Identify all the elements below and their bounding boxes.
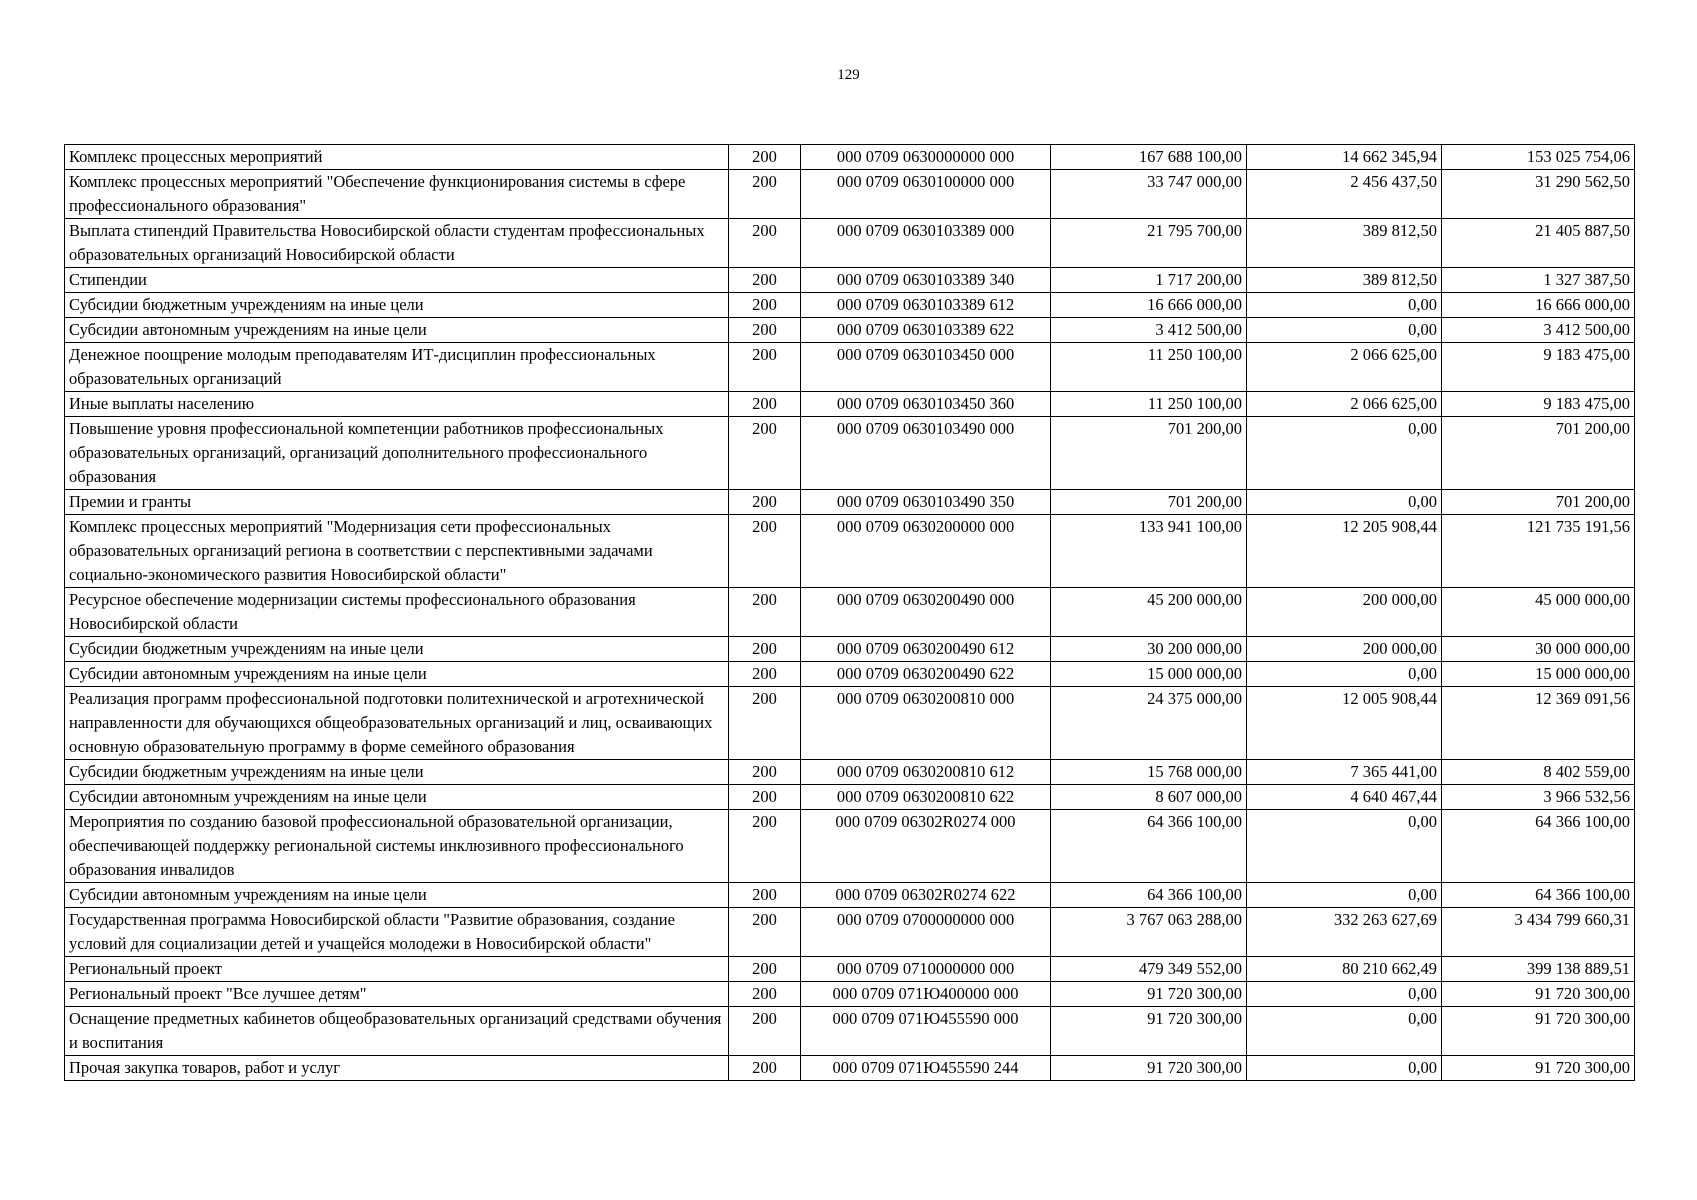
table-row — [65, 490, 1635, 515]
cell-name: Субсидии бюджетным учреждениям на иные цели — [65, 293, 729, 318]
table-row — [65, 417, 1635, 490]
table-row — [65, 810, 1635, 883]
cell-executed: 0,00 — [1247, 883, 1442, 908]
cell-budget-code: 000 0709 0630103450 000 — [801, 343, 1051, 392]
table-row — [65, 293, 1635, 318]
cell-budget-code: 000 0709 0630200810 612 — [801, 760, 1051, 785]
cell-budget-code: 000 0709 0630200490 622 — [801, 662, 1051, 687]
cell-approved: 3 412 500,00 — [1051, 318, 1247, 343]
cell-unexecuted: 91 720 300,00 — [1442, 1007, 1635, 1056]
cell-line-code: 200 — [729, 343, 801, 392]
cell-name: Мероприятия по созданию базовой профессиональной образовательной организации, обеспечивающей поддержку региональной системы инклюзивного профессионального образования инвалидов — [65, 810, 729, 883]
table-row — [65, 662, 1635, 687]
cell-executed: 14 662 345,94 — [1247, 145, 1442, 170]
cell-unexecuted: 91 720 300,00 — [1442, 982, 1635, 1007]
table-row — [65, 908, 1635, 957]
cell-unexecuted: 12 369 091,56 — [1442, 687, 1635, 760]
cell-name: Комплекс процессных мероприятий "Обеспечение функционирования системы в сфере профессионального образования" — [65, 170, 729, 219]
cell-budget-code: 000 0709 0630200000 000 — [801, 515, 1051, 588]
cell-name: Иные выплаты населению — [65, 392, 729, 417]
cell-approved: 701 200,00 — [1051, 417, 1247, 490]
cell-unexecuted: 45 000 000,00 — [1442, 588, 1635, 637]
cell-approved: 16 666 000,00 — [1051, 293, 1247, 318]
cell-line-code: 200 — [729, 145, 801, 170]
cell-unexecuted: 9 183 475,00 — [1442, 392, 1635, 417]
cell-approved: 11 250 100,00 — [1051, 392, 1247, 417]
cell-executed: 0,00 — [1247, 982, 1442, 1007]
table-row — [65, 883, 1635, 908]
table-row — [65, 1056, 1635, 1081]
cell-budget-code: 000 0709 06302R0274 622 — [801, 883, 1051, 908]
cell-executed: 12 205 908,44 — [1247, 515, 1442, 588]
cell-budget-code: 000 0709 0630103490 350 — [801, 490, 1051, 515]
cell-line-code: 200 — [729, 662, 801, 687]
cell-name: Реализация программ профессиональной подготовки политехнической и агротехнической направленности для обучающихся общеобразовательных организаций и лиц, осваивающих основную образовательную программу в форме семейного образования — [65, 687, 729, 760]
cell-executed: 0,00 — [1247, 417, 1442, 490]
table-row — [65, 760, 1635, 785]
cell-line-code: 200 — [729, 588, 801, 637]
cell-executed: 2 066 625,00 — [1247, 343, 1442, 392]
cell-executed: 389 812,50 — [1247, 268, 1442, 293]
cell-name: Оснащение предметных кабинетов общеобразовательных организаций средствами обучения и воспитания — [65, 1007, 729, 1056]
cell-unexecuted: 30 000 000,00 — [1442, 637, 1635, 662]
cell-name: Субсидии автономным учреждениям на иные цели — [65, 662, 729, 687]
table-row — [65, 145, 1635, 170]
cell-approved: 479 349 552,00 — [1051, 957, 1247, 982]
cell-line-code: 200 — [729, 908, 801, 957]
table-row — [65, 219, 1635, 268]
cell-budget-code: 000 0709 06302R0274 000 — [801, 810, 1051, 883]
cell-unexecuted: 701 200,00 — [1442, 490, 1635, 515]
table-row — [65, 687, 1635, 760]
table-row — [65, 343, 1635, 392]
cell-unexecuted: 15 000 000,00 — [1442, 662, 1635, 687]
page-number: 129 — [837, 67, 860, 83]
cell-budget-code: 000 0709 071Ю455590 000 — [801, 1007, 1051, 1056]
cell-budget-code: 000 0709 0630200810 000 — [801, 687, 1051, 760]
cell-budget-code: 000 0709 0630103389 612 — [801, 293, 1051, 318]
cell-name: Субсидии бюджетным учреждениям на иные цели — [65, 637, 729, 662]
cell-budget-code: 000 0709 0630103389 000 — [801, 219, 1051, 268]
cell-executed: 0,00 — [1247, 293, 1442, 318]
budget-table — [64, 144, 1635, 1081]
table-row — [65, 1007, 1635, 1056]
cell-line-code: 200 — [729, 318, 801, 343]
cell-executed: 2 066 625,00 — [1247, 392, 1442, 417]
cell-name: Комплекс процессных мероприятий "Модернизация сети профессиональных образовательных организаций региона в соответствии с перспективными задачами социально-экономического развития Новосибирской области" — [65, 515, 729, 588]
cell-approved: 91 720 300,00 — [1051, 1007, 1247, 1056]
cell-line-code: 200 — [729, 219, 801, 268]
cell-unexecuted: 3 966 532,56 — [1442, 785, 1635, 810]
cell-budget-code: 000 0709 0630103450 360 — [801, 392, 1051, 417]
table-row — [65, 170, 1635, 219]
cell-approved: 64 366 100,00 — [1051, 883, 1247, 908]
cell-unexecuted: 8 402 559,00 — [1442, 760, 1635, 785]
cell-unexecuted: 3 434 799 660,31 — [1442, 908, 1635, 957]
table-row — [65, 785, 1635, 810]
cell-unexecuted: 16 666 000,00 — [1442, 293, 1635, 318]
cell-executed: 0,00 — [1247, 318, 1442, 343]
cell-approved: 3 767 063 288,00 — [1051, 908, 1247, 957]
cell-executed: 200 000,00 — [1247, 637, 1442, 662]
cell-approved: 133 941 100,00 — [1051, 515, 1247, 588]
cell-line-code: 200 — [729, 417, 801, 490]
cell-name: Государственная программа Новосибирской области "Развитие образования, создание условий для социализации детей и учащейся молодежи в Новосибирской области" — [65, 908, 729, 957]
cell-approved: 167 688 100,00 — [1051, 145, 1247, 170]
cell-approved: 64 366 100,00 — [1051, 810, 1247, 883]
cell-line-code: 200 — [729, 982, 801, 1007]
table-body — [65, 145, 1635, 1081]
table-row — [65, 268, 1635, 293]
cell-unexecuted: 153 025 754,06 — [1442, 145, 1635, 170]
cell-line-code: 200 — [729, 957, 801, 982]
table-row — [65, 982, 1635, 1007]
cell-executed: 0,00 — [1247, 490, 1442, 515]
cell-unexecuted: 121 735 191,56 — [1442, 515, 1635, 588]
cell-budget-code: 000 0709 0630200810 622 — [801, 785, 1051, 810]
cell-budget-code: 000 0709 071Ю455590 244 — [801, 1056, 1051, 1081]
cell-line-code: 200 — [729, 293, 801, 318]
cell-name: Субсидии бюджетным учреждениям на иные цели — [65, 760, 729, 785]
cell-name: Ресурсное обеспечение модернизации системы профессионального образования Новосибирской области — [65, 588, 729, 637]
cell-name: Выплата стипендий Правительства Новосибирской области студентам профессиональных образовательных организаций Новосибирской области — [65, 219, 729, 268]
cell-unexecuted: 64 366 100,00 — [1442, 883, 1635, 908]
cell-budget-code: 000 0709 0700000000 000 — [801, 908, 1051, 957]
cell-approved: 8 607 000,00 — [1051, 785, 1247, 810]
cell-unexecuted: 31 290 562,50 — [1442, 170, 1635, 219]
cell-executed: 4 640 467,44 — [1247, 785, 1442, 810]
cell-executed: 80 210 662,49 — [1247, 957, 1442, 982]
cell-name: Премии и гранты — [65, 490, 729, 515]
cell-line-code: 200 — [729, 392, 801, 417]
table-row — [65, 515, 1635, 588]
cell-approved: 91 720 300,00 — [1051, 1056, 1247, 1081]
cell-executed: 0,00 — [1247, 1056, 1442, 1081]
cell-line-code: 200 — [729, 170, 801, 219]
cell-unexecuted: 3 412 500,00 — [1442, 318, 1635, 343]
cell-name: Региональный проект — [65, 957, 729, 982]
cell-approved: 91 720 300,00 — [1051, 982, 1247, 1007]
table-row — [65, 318, 1635, 343]
cell-executed: 12 005 908,44 — [1247, 687, 1442, 760]
cell-line-code: 200 — [729, 687, 801, 760]
cell-line-code: 200 — [729, 1007, 801, 1056]
cell-executed: 2 456 437,50 — [1247, 170, 1442, 219]
cell-budget-code: 000 0709 0630100000 000 — [801, 170, 1051, 219]
cell-unexecuted: 701 200,00 — [1442, 417, 1635, 490]
cell-unexecuted: 21 405 887,50 — [1442, 219, 1635, 268]
cell-approved: 701 200,00 — [1051, 490, 1247, 515]
cell-line-code: 200 — [729, 810, 801, 883]
cell-approved: 45 200 000,00 — [1051, 588, 1247, 637]
cell-budget-code: 000 0709 0630103389 340 — [801, 268, 1051, 293]
cell-budget-code: 000 0709 0630000000 000 — [801, 145, 1051, 170]
cell-line-code: 200 — [729, 785, 801, 810]
cell-budget-code: 000 0709 071Ю400000 000 — [801, 982, 1051, 1007]
cell-executed: 0,00 — [1247, 810, 1442, 883]
cell-executed: 389 812,50 — [1247, 219, 1442, 268]
cell-approved: 11 250 100,00 — [1051, 343, 1247, 392]
table-row — [65, 392, 1635, 417]
cell-name: Региональный проект "Все лучшее детям" — [65, 982, 729, 1007]
cell-approved: 1 717 200,00 — [1051, 268, 1247, 293]
cell-line-code: 200 — [729, 515, 801, 588]
cell-unexecuted: 9 183 475,00 — [1442, 343, 1635, 392]
cell-line-code: 200 — [729, 268, 801, 293]
cell-budget-code: 000 0709 0630103490 000 — [801, 417, 1051, 490]
cell-approved: 15 000 000,00 — [1051, 662, 1247, 687]
cell-name: Субсидии автономным учреждениям на иные цели — [65, 318, 729, 343]
cell-line-code: 200 — [729, 490, 801, 515]
cell-name: Стипендии — [65, 268, 729, 293]
cell-approved: 30 200 000,00 — [1051, 637, 1247, 662]
cell-budget-code: 000 0709 0630200490 612 — [801, 637, 1051, 662]
cell-name: Денежное поощрение молодым преподавателям ИТ-дисциплин профессиональных образовательных организаций — [65, 343, 729, 392]
cell-approved: 15 768 000,00 — [1051, 760, 1247, 785]
cell-executed: 0,00 — [1247, 662, 1442, 687]
cell-line-code: 200 — [729, 760, 801, 785]
cell-name: Прочая закупка товаров, работ и услуг — [65, 1056, 729, 1081]
cell-unexecuted: 64 366 100,00 — [1442, 810, 1635, 883]
cell-budget-code: 000 0709 0710000000 000 — [801, 957, 1051, 982]
cell-name: Повышение уровня профессиональной компетенции работников профессиональных образовательных организаций, организаций дополнительного профессионального образования — [65, 417, 729, 490]
cell-name: Субсидии автономным учреждениям на иные цели — [65, 883, 729, 908]
cell-executed: 332 263 627,69 — [1247, 908, 1442, 957]
cell-executed: 200 000,00 — [1247, 588, 1442, 637]
cell-executed: 7 365 441,00 — [1247, 760, 1442, 785]
table-row — [65, 957, 1635, 982]
cell-budget-code: 000 0709 0630200490 000 — [801, 588, 1051, 637]
cell-unexecuted: 91 720 300,00 — [1442, 1056, 1635, 1081]
cell-line-code: 200 — [729, 1056, 801, 1081]
cell-unexecuted: 1 327 387,50 — [1442, 268, 1635, 293]
cell-approved: 24 375 000,00 — [1051, 687, 1247, 760]
table-row — [65, 637, 1635, 662]
cell-line-code: 200 — [729, 637, 801, 662]
cell-unexecuted: 399 138 889,51 — [1442, 957, 1635, 982]
cell-line-code: 200 — [729, 883, 801, 908]
cell-approved: 21 795 700,00 — [1051, 219, 1247, 268]
cell-name: Субсидии автономным учреждениям на иные цели — [65, 785, 729, 810]
cell-name: Комплекс процессных мероприятий — [65, 145, 729, 170]
cell-budget-code: 000 0709 0630103389 622 — [801, 318, 1051, 343]
cell-approved: 33 747 000,00 — [1051, 170, 1247, 219]
table-row — [65, 588, 1635, 637]
cell-executed: 0,00 — [1247, 1007, 1442, 1056]
